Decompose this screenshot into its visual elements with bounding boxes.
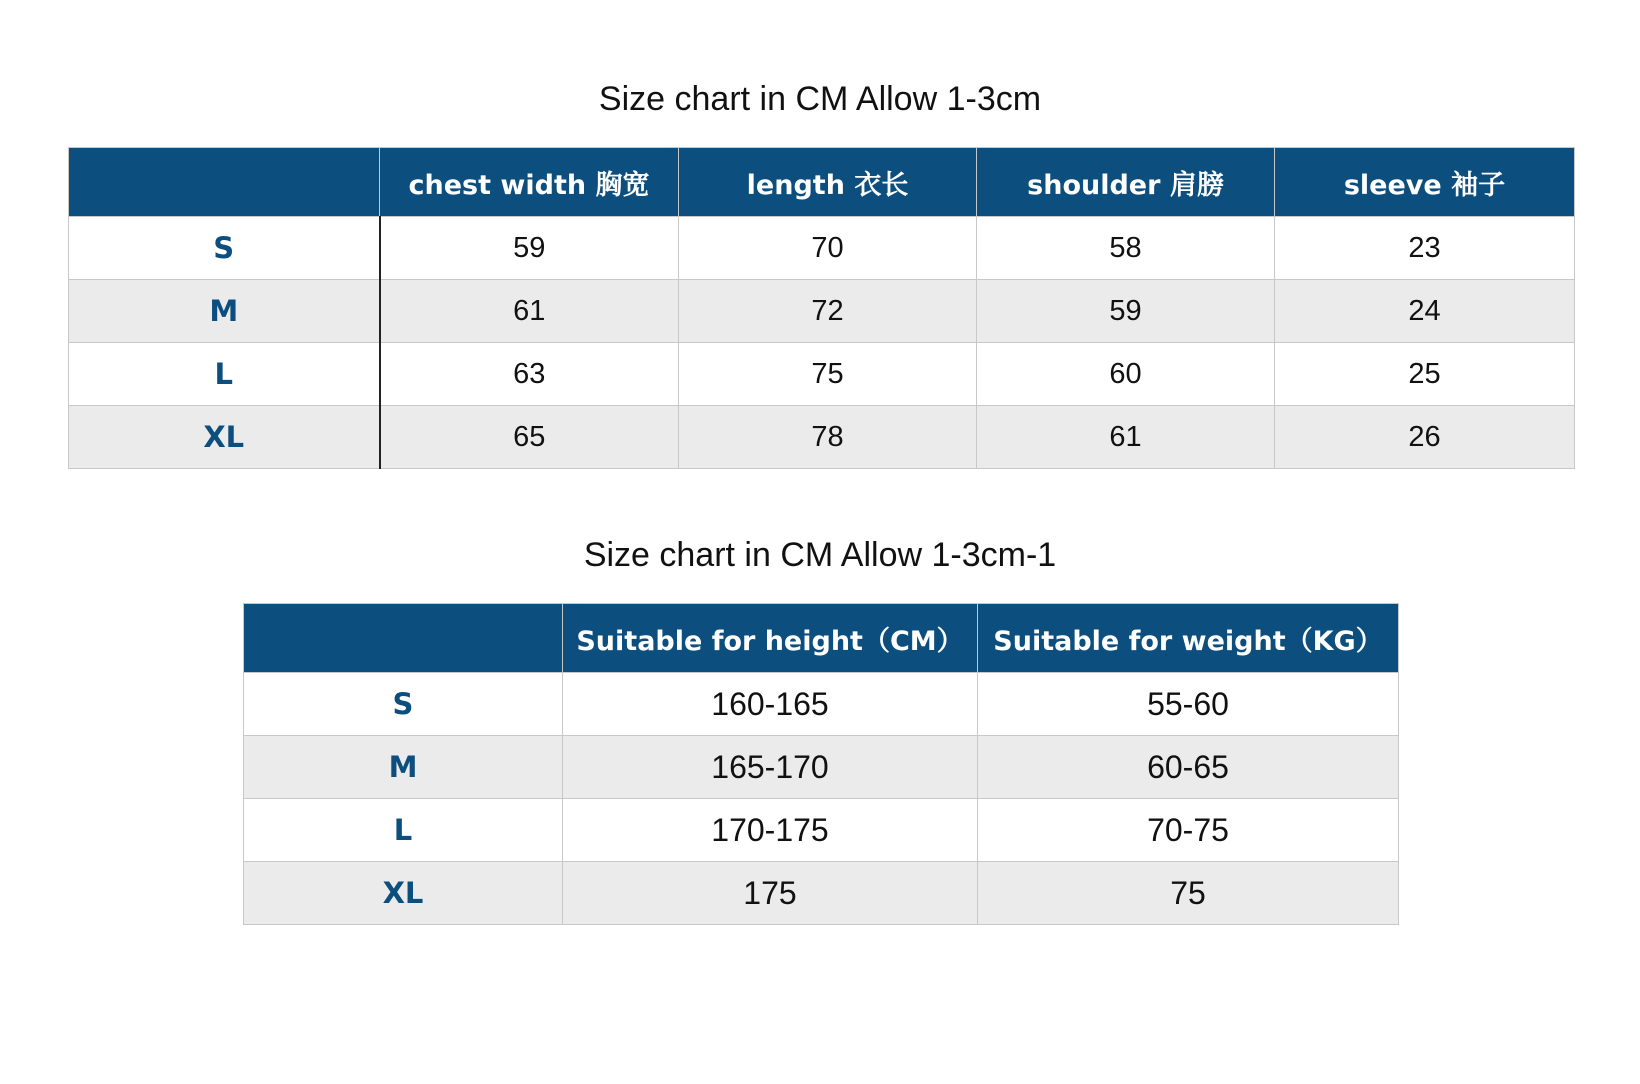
size-label: XL (244, 862, 563, 925)
table-row (69, 406, 1575, 469)
fit-chart-title: Size chart in CM Allow 1-3cm-1 (583, 536, 1057, 574)
table-cell: 75 (679, 343, 977, 406)
table-cell: 160-165 (563, 673, 978, 736)
table-row (69, 217, 1575, 280)
header-cell-empty (69, 148, 380, 217)
size-label: XL (69, 406, 380, 469)
header-sleeve: sleeve 袖子 (1275, 148, 1575, 217)
table-cell: 58 (977, 217, 1275, 280)
table-cell: 60-65 (978, 736, 1399, 799)
table-cell: 24 (1275, 280, 1575, 343)
table-cell: 170-175 (563, 799, 978, 862)
table-cell: 63 (380, 343, 679, 406)
table-cell: 61 (380, 280, 679, 343)
size-label: L (244, 799, 563, 862)
table-row (244, 673, 1399, 736)
table-cell: 61 (977, 406, 1275, 469)
table-cell: 175 (563, 862, 978, 925)
table-cell: 78 (679, 406, 977, 469)
table-cell: 25 (1275, 343, 1575, 406)
header-chest-width: chest width 胸宽 (380, 148, 679, 217)
size-label: S (244, 673, 563, 736)
table-cell: 59 (977, 280, 1275, 343)
table-cell: 65 (380, 406, 679, 469)
size-label: M (69, 280, 380, 343)
table-row (244, 862, 1399, 925)
header-length: length 衣长 (679, 148, 977, 217)
size-label: M (244, 736, 563, 799)
table-cell: 75 (978, 862, 1399, 925)
table-cell: 70 (679, 217, 977, 280)
size-chart-table (68, 147, 1575, 469)
table-cell: 23 (1275, 217, 1575, 280)
table-header-row (244, 604, 1399, 673)
size-label: L (69, 343, 380, 406)
table-cell: 60 (977, 343, 1275, 406)
table-row (69, 343, 1575, 406)
table-cell: 165-170 (563, 736, 978, 799)
table-cell: 59 (380, 217, 679, 280)
table-cell: 70-75 (978, 799, 1399, 862)
table-row (244, 736, 1399, 799)
table-row (69, 280, 1575, 343)
header-weight: Suitable for weight（KG） (978, 604, 1399, 673)
size-label: S (69, 217, 380, 280)
header-height: Suitable for height（CM） (563, 604, 978, 673)
table-cell: 55-60 (978, 673, 1399, 736)
table-row (244, 799, 1399, 862)
size-chart-title: Size chart in CM Allow 1-3cm (598, 80, 1042, 118)
table-cell: 72 (679, 280, 977, 343)
table-header-row (69, 148, 1575, 217)
fit-chart-table (243, 603, 1399, 925)
header-shoulder: shoulder 肩膀 (977, 148, 1275, 217)
table-cell: 26 (1275, 406, 1575, 469)
header-cell-empty (244, 604, 563, 673)
